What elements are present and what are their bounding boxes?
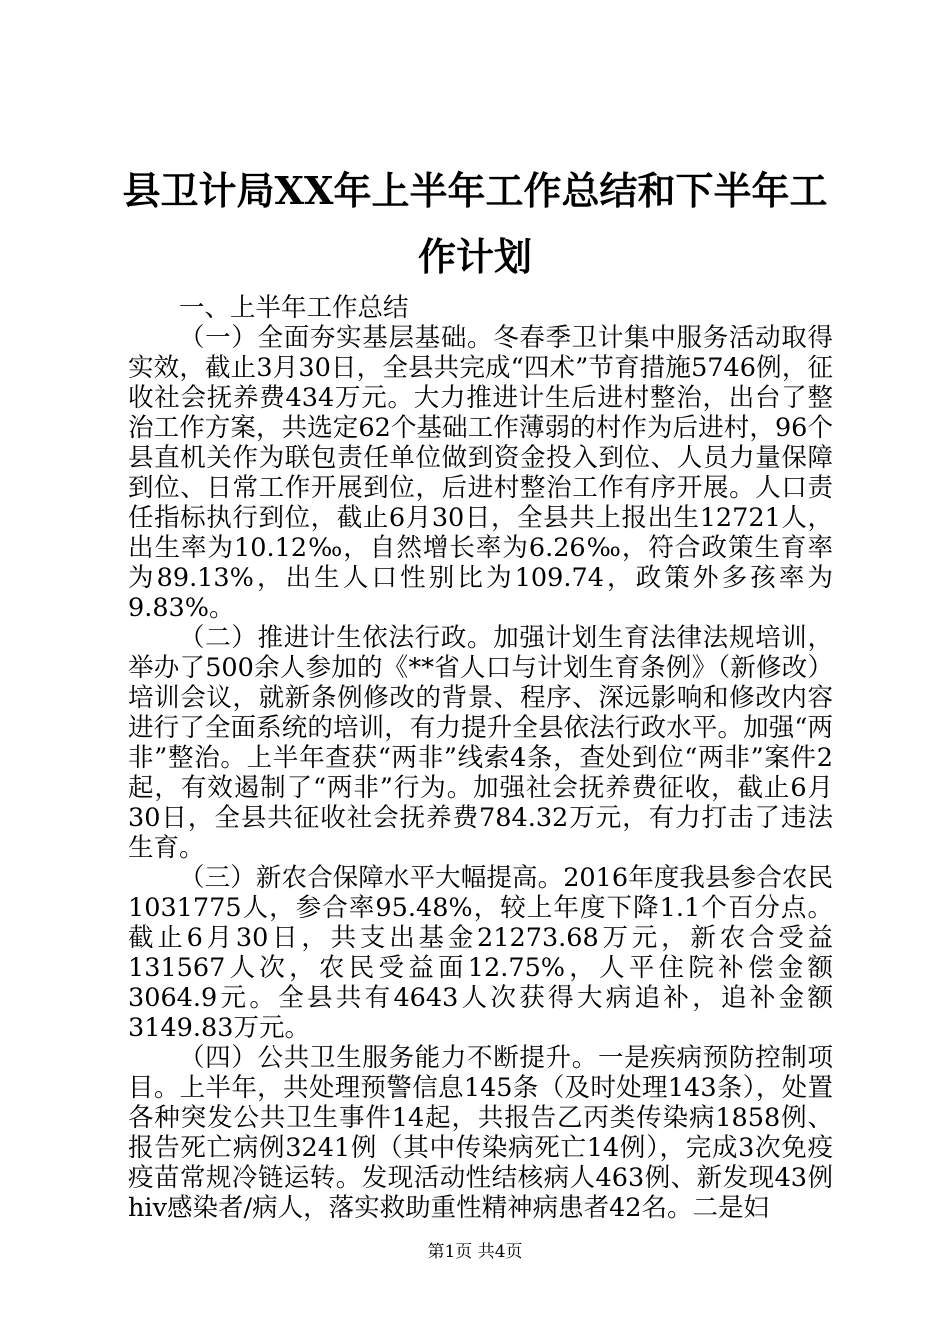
paragraph-1: （一）全面夯实基层基础。冬春季卫计集中服务活动取得实效，截止3月30日，全县共完成“四术”节育措施5746例，征收社会抚养费434万元。大力推进计生后进村整治，出台了整治工作方案，共选定62个基础工作薄弱的村作为后进村，96个县直机关作为联包责任单位做到资金投入到位、人员力量保障到位、日常工作开展到位，后进村整治工作有序开展。人口责任指标执行到位，截止6月30日，全县共上报出生12721人，出生率为10.12‰，自然增长率为6.26‰，符合政策生育率为89.13%，出生人口性别比为109.74，政策外多孩率为9.83%。 — [128, 323, 833, 623]
paragraph-2: （二）推进计生依法行政。加强计划生育法律法规培训，举办了500余人参加的《**省人口与计划生育条例》（新修改）培训会议，就新条例修改的背景、程序、深远影响和修改内容进行了全面系统的培训，有力提升全县依法行政水平。加强“两非”整治。上半年查获“两非”线索4条，查处到位“两非”案件2起，有效遏制了“两非”行为。加强社会抚养费征收，截止6月30日，全县共征收社会抚养费784.32万元，有力打击了违法生育。 — [128, 623, 833, 863]
paragraph-3: （三）新农合保障水平大幅提高。2016年度我县参合农民1031775人，参合率95.48%，较上年度下降1.1个百分点。截止6月30日，共支出基金21273.68万元，新农合受益131567人次，农民受益面12.75%，人平住院补偿金额3064.9元。全县共有4643人次获得大病追补，追补金额3149.83万元。 — [128, 863, 833, 1043]
paragraph-4: （四）公共卫生服务能力不断提升。一是疾病预防控制项目。上半年，共处理预警信息145条（及时处理143条），处置各种突发公共卫生事件14起，共报告乙丙类传染病1858例、报告死亡病例3241例（其中传染病死亡14例），完成3次免疫疫苗常规冷链运转。发现活动性结核病人463例、新发现43例hiv感染者/病人，落实救助重性精神病患者42名。二是妇 — [128, 1043, 833, 1223]
document-title: 县卫计局XX年上半年工作总结和下半年工作计划 — [122, 168, 828, 279]
section-heading: 一、上半年工作总结 — [179, 293, 409, 323]
page-number-footer: 第1页 共4页 — [427, 1242, 523, 1262]
document-body — [128, 293, 833, 1223]
